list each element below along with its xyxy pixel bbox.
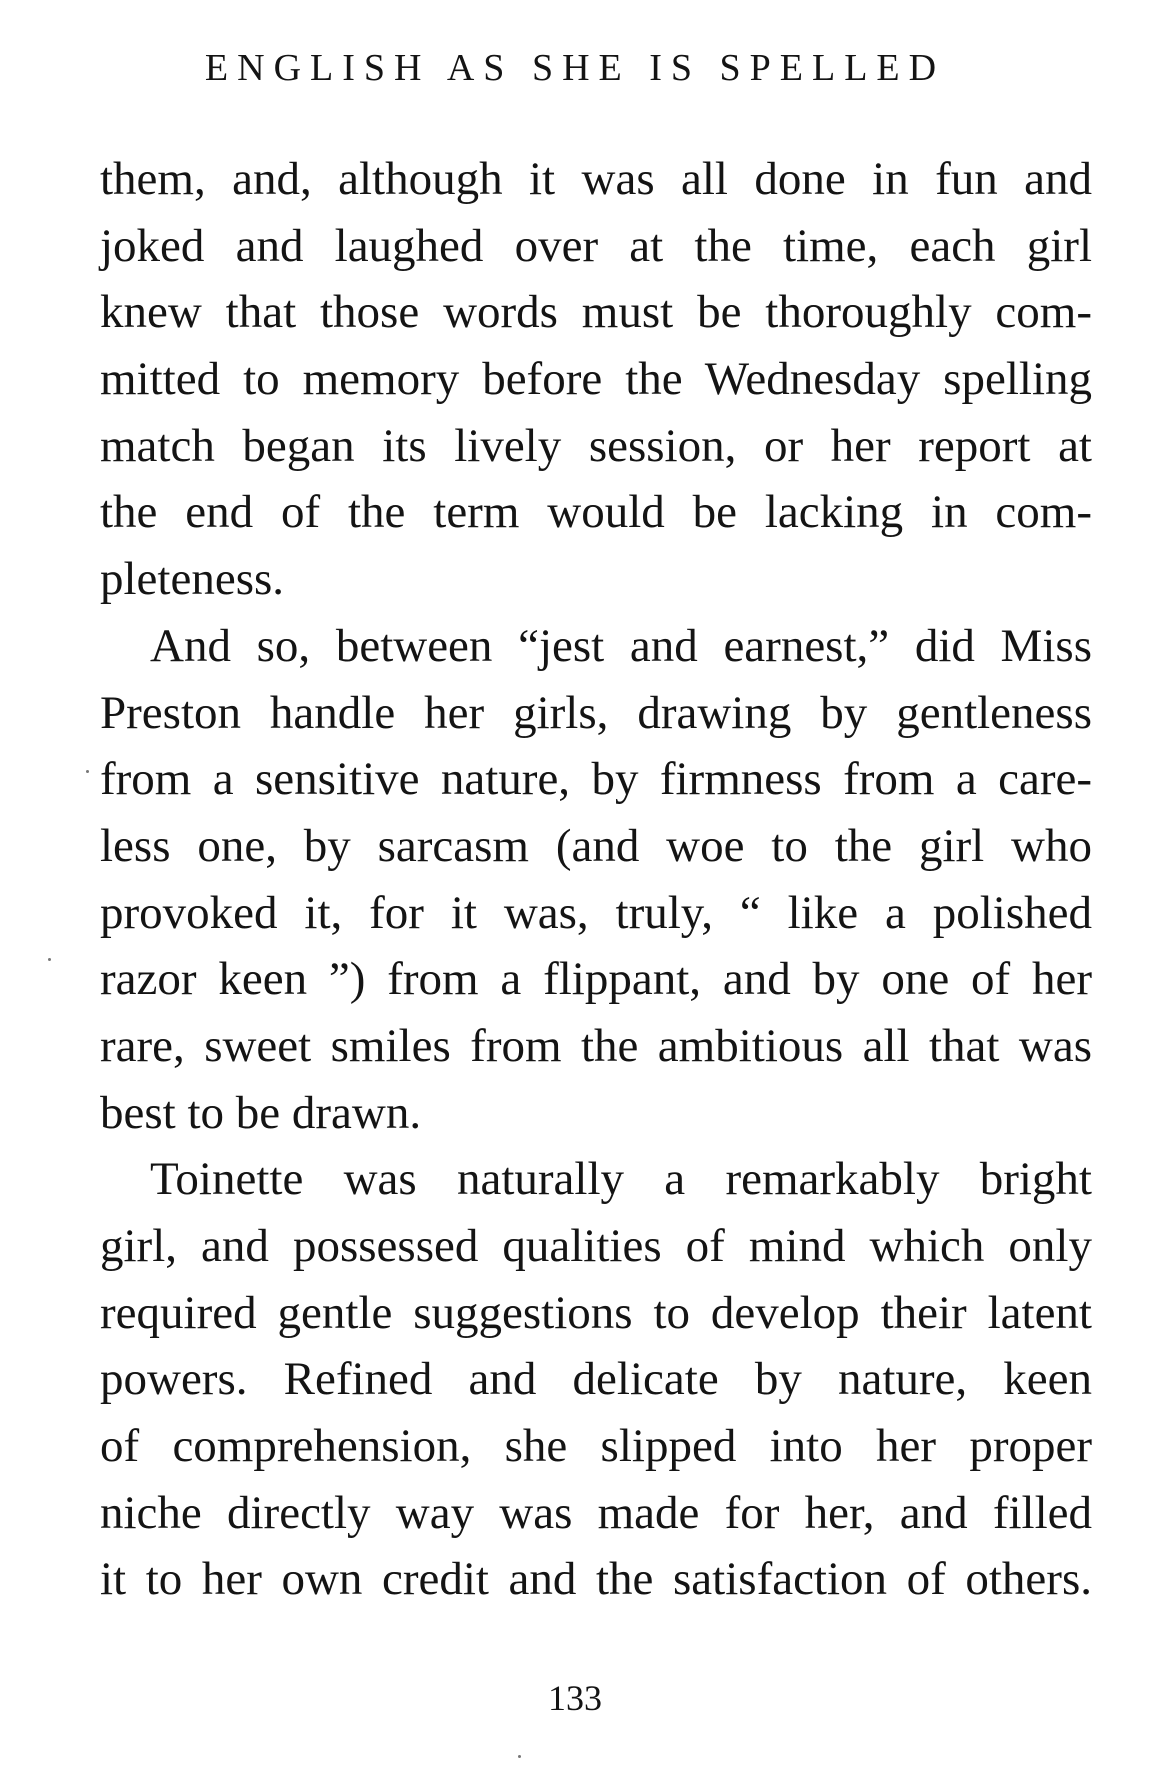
text-line: razor keen ”) from a flippant, and by one of her	[100, 953, 1092, 1006]
text-line: from a sensitive nature, by firmness from a care-	[100, 753, 1092, 806]
text-line: pleteness.	[100, 553, 285, 606]
text-line: rare, sweet smiles from the ambitious all that was	[100, 1019, 1092, 1072]
text-line: powers. Refined and delicate by nature, keen	[100, 1353, 1092, 1406]
text-line: it to her own credit and the satisfaction of others.	[100, 1553, 1092, 1606]
print-speck	[48, 958, 51, 961]
print-speck	[86, 770, 89, 773]
text-line: required gentle suggestions to develop their latent	[100, 1286, 1092, 1339]
text-line: mitted to memory before the Wednesday spelling	[100, 353, 1092, 406]
text-line: Preston handle her girls, drawing by gentleness	[100, 686, 1092, 739]
text-line: knew that those words must be thoroughly com-	[100, 286, 1092, 339]
text-line: them, and, although it was all done in fun and	[100, 153, 1092, 205]
text-line: best to be drawn.	[100, 1086, 422, 1139]
text-line: And so, between “jest and earnest,” did Miss	[150, 619, 1092, 672]
text-line: girl, and possessed qualities of mind which only	[100, 1220, 1092, 1272]
text-line: match began its lively session, or her report at	[100, 419, 1092, 472]
print-speck	[518, 1755, 521, 1758]
text-line: provoked it, for it was, truly, “ like a polished	[100, 886, 1092, 939]
text-line: Toinette was naturally a remarkably bright	[150, 1153, 1092, 1206]
running-head: ENGLISH AS SHE IS SPELLED	[204, 47, 946, 89]
text-line: the end of the term would be lacking in com-	[100, 486, 1092, 539]
text-line: less one, by sarcasm (and woe to the girl who	[100, 819, 1092, 872]
text-line: joked and laughed over at the time, each girl	[100, 219, 1092, 272]
body-text	[100, 146, 1092, 1613]
text-line: niche directly way was made for her, and filled	[100, 1486, 1092, 1539]
page-number: 133	[548, 1678, 602, 1718]
text-line: of comprehension, she slipped into her proper	[100, 1420, 1092, 1473]
